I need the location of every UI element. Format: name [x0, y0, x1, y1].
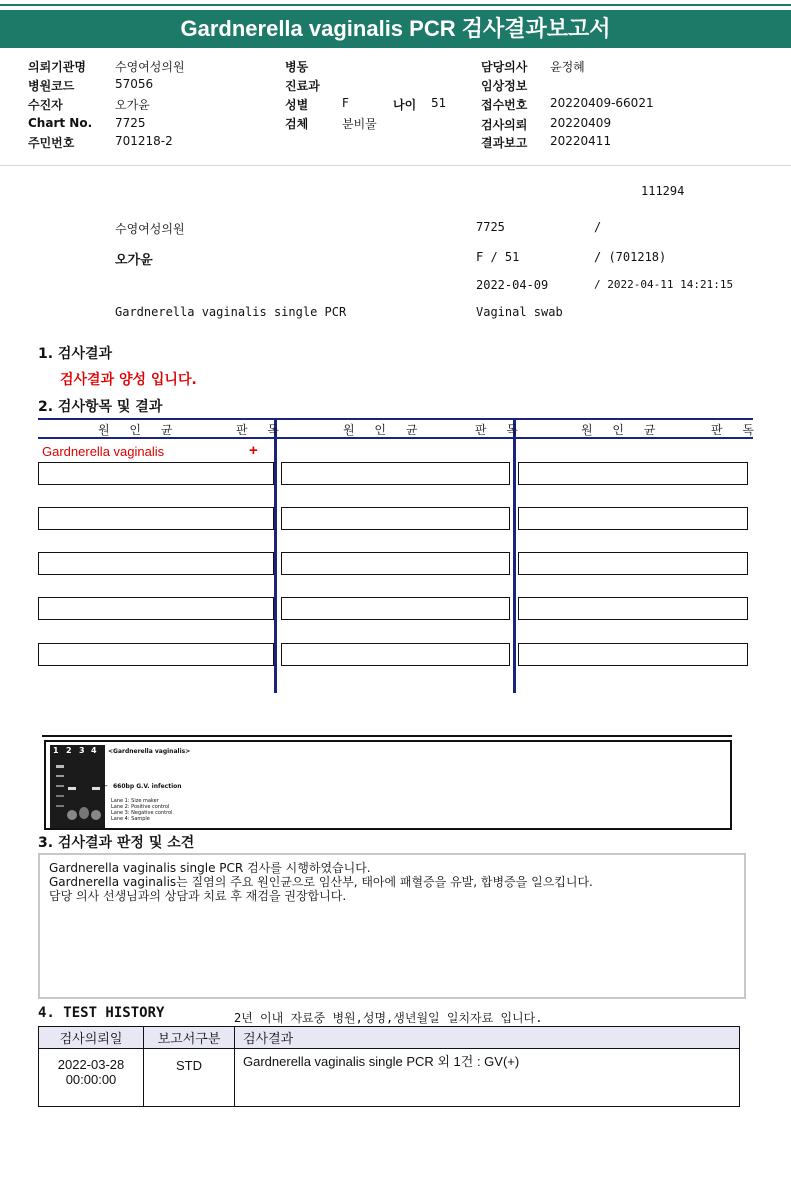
summary-code: 111294: [641, 184, 685, 198]
arrow-left-icon: ←: [102, 782, 108, 790]
gel-lane-2: 2: [66, 746, 72, 755]
table-divider-1: [274, 418, 277, 693]
opinion-box: [38, 853, 746, 999]
value-request-date: 20220409: [550, 116, 612, 130]
table-divider-2: [513, 418, 516, 693]
summary-chart: 7725: [476, 220, 505, 234]
label-department: 진료과: [285, 79, 320, 93]
label-resident-no: 주민번호: [28, 136, 75, 150]
value-institution: 수영여성의원: [115, 60, 185, 74]
result-box: [518, 507, 748, 530]
col-organism-2: 원 인 균: [343, 423, 426, 437]
label-sex: 성별: [285, 98, 309, 112]
col-judgement-1: 판 독: [236, 423, 287, 437]
label-receipt-no: 접수번호: [481, 98, 528, 112]
top-rule: [0, 4, 791, 6]
summary-hospital: 수영여성의원: [115, 222, 185, 236]
history-result: Gardnerella vaginalis single PCR 외 1건 : GV(+): [235, 1049, 740, 1107]
result-box: [281, 462, 510, 485]
summary-test-name: Gardnerella vaginalis single PCR: [115, 305, 347, 319]
history-note: 2년 이내 자료중 병원,성명,생년월일 일치자료 입니다.: [234, 1011, 543, 1025]
result-box: [38, 643, 274, 666]
gel-image: [50, 745, 105, 828]
label-institution: 의뢰기관명: [28, 60, 86, 74]
label-age: 나이: [393, 98, 417, 112]
summary-slash: /: [594, 220, 602, 234]
label-request-date: 검사의뢰: [481, 118, 528, 132]
value-hospital-code: 57056: [115, 77, 154, 91]
result-box: [281, 643, 510, 666]
label-doctor: 담당의사: [481, 60, 528, 74]
value-sex: F: [342, 96, 349, 110]
history-table: [38, 1026, 740, 1107]
opinion-line-1: Gardnerella vaginalis single PCR 검사를 시행하였습니다.: [49, 861, 371, 875]
summary-specimen: Vaginal swab: [476, 305, 563, 319]
value-resident-no: 701218-2: [115, 134, 173, 148]
result-box: [518, 552, 748, 575]
section3-title: 3. 검사결과 판정 및 소견: [38, 835, 195, 851]
history-time: 00:00:00: [65, 1072, 117, 1087]
gel-lane-4: 4: [91, 746, 97, 755]
result-positive: 검사결과 양성 입니다.: [60, 372, 197, 388]
value-receipt-no: 20220409-66021: [550, 96, 654, 110]
col-organism-3: 원 인 균: [581, 423, 664, 437]
label-clinical-info: 임상정보: [481, 79, 528, 93]
result-box: [518, 643, 748, 666]
history-header-type: 보고서구분: [144, 1027, 235, 1049]
opinion-line-3: 담당 의사 선생님과의 상담과 치료 후 재검을 권장합니다.: [49, 889, 347, 903]
section4-title: 4. TEST HISTORY: [38, 1005, 165, 1021]
value-patient: 오가윤: [115, 98, 150, 112]
gel-legend-4: Lane 4: Sample: [111, 816, 150, 822]
result-organism: Gardnerella vaginalis: [42, 444, 165, 459]
gel-legend-1: Lane 1: Size maker: [111, 798, 159, 804]
value-chart-no: 7725: [115, 116, 146, 130]
section2-title: 2. 검사항목 및 결과: [38, 399, 163, 415]
history-type: STD: [144, 1049, 235, 1107]
result-box: [518, 462, 748, 485]
gel-legend-2: Lane 2: Positive control: [111, 804, 170, 810]
value-specimen: 분비물: [342, 117, 377, 131]
gel-lane-3: 3: [79, 746, 85, 755]
result-box: [38, 507, 274, 530]
col-organism-1: 원 인 균: [98, 423, 181, 437]
result-box: [38, 462, 274, 485]
result-box: [281, 597, 510, 620]
value-doctor: 윤정혜: [550, 60, 585, 74]
label-patient: 수진자: [28, 98, 63, 112]
gel-legend-3: Lane 3: Negative control: [111, 810, 173, 816]
col-judgement-2: 판 독: [475, 423, 526, 437]
value-report-date: 20220411: [550, 134, 612, 148]
table-row: [39, 1049, 740, 1107]
history-date-cell: [39, 1049, 144, 1107]
result-box: [518, 597, 748, 620]
result-box: [281, 507, 510, 530]
summary-request-date: 2022-04-09: [476, 278, 549, 292]
report-title: Gardnerella vaginalis PCR 검사결과보고서: [0, 10, 791, 48]
opinion-line-2: Gardnerella vaginalis는 질염의 주요 원인균으로 임산부, 태아에 패혈증을 유발, 합병증을 일으킵니다.: [49, 875, 593, 889]
table-top-rule: [38, 418, 753, 420]
history-date: 2022-03-28: [57, 1057, 125, 1072]
gel-top-rule: [42, 735, 732, 737]
result-box: [38, 597, 274, 620]
label-chart-no: Chart No.: [28, 116, 93, 130]
label-hospital-code: 병원코드: [28, 79, 75, 93]
section1-title: 1. 검사결과: [38, 346, 113, 362]
col-judgement-3: 판 독: [711, 423, 762, 437]
summary-report-datetime: / 2022-04-11 14:21:15: [594, 278, 734, 291]
summary-sex-age: F / 51: [476, 250, 520, 264]
label-specimen: 검체: [285, 117, 309, 131]
gel-title: <Gardnerella vaginalis>: [108, 748, 191, 755]
gel-bands-graphic: [50, 745, 105, 828]
summary-patient: 오가윤: [115, 253, 153, 268]
header-divider: [0, 165, 791, 166]
label-report-date: 결과보고: [481, 136, 528, 150]
result-judgement: +: [249, 442, 258, 459]
result-box: [281, 552, 510, 575]
result-box: [38, 552, 274, 575]
gel-band-label: 660bp G.V. infection: [113, 783, 182, 790]
gel-lane-1: 1: [53, 746, 59, 755]
label-ward: 병동: [285, 60, 309, 74]
gel-image-frame: [44, 740, 732, 830]
summary-birth: / (701218): [594, 250, 667, 264]
history-header-date: 검사의뢰일: [39, 1027, 144, 1049]
history-header-result: 검사결과: [235, 1027, 740, 1049]
value-age: 51: [431, 96, 447, 110]
